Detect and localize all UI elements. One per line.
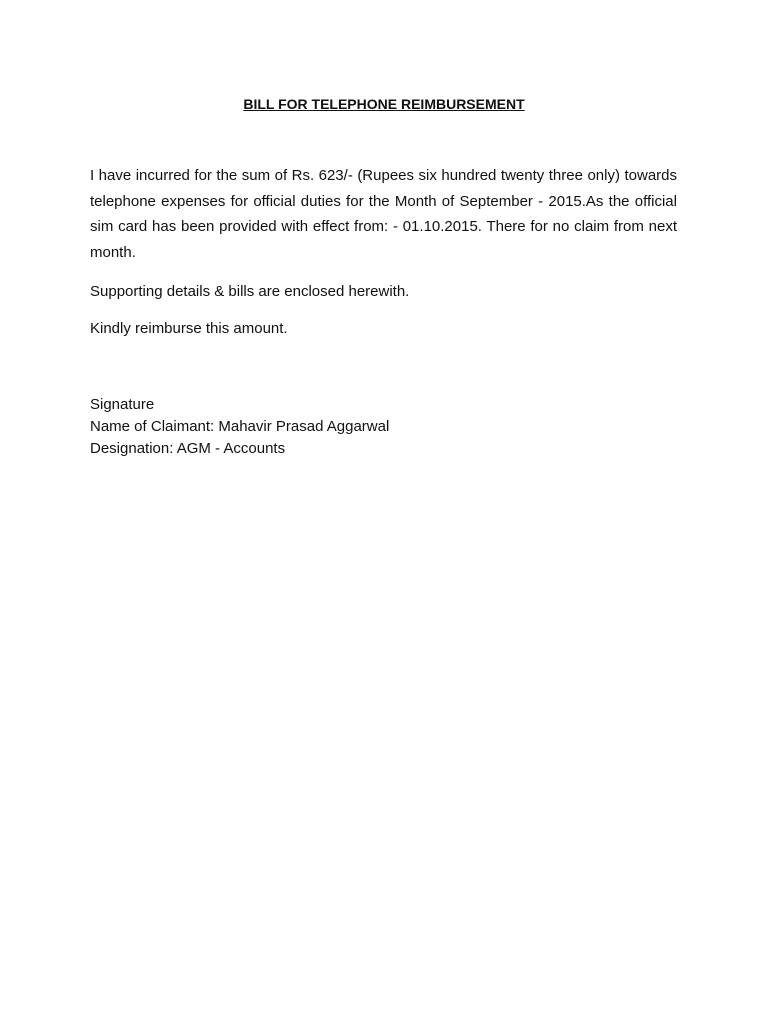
document-title: BILL FOR TELEPHONE REIMBURSEMENT	[243, 96, 525, 112]
supporting-details-paragraph: Supporting details & bills are enclosed herewith.	[90, 283, 410, 300]
claimant-name: Name of Claimant: Mahavir Prasad Aggarwal	[90, 418, 390, 435]
request-paragraph: Kindly reimburse this amount.	[90, 320, 288, 337]
claim-paragraph: I have incurred for the sum of Rs. 623/- (Rupees six hundred twenty three only) towards telephone expenses for official duties for the Month of September - 2015.As the official sim card has been provided with effect from: - 01.10.2015. There for no claim from next month.	[90, 167, 677, 261]
claimant-designation: Designation: AGM - Accounts	[90, 440, 286, 457]
signature-label: Signature	[90, 396, 155, 413]
